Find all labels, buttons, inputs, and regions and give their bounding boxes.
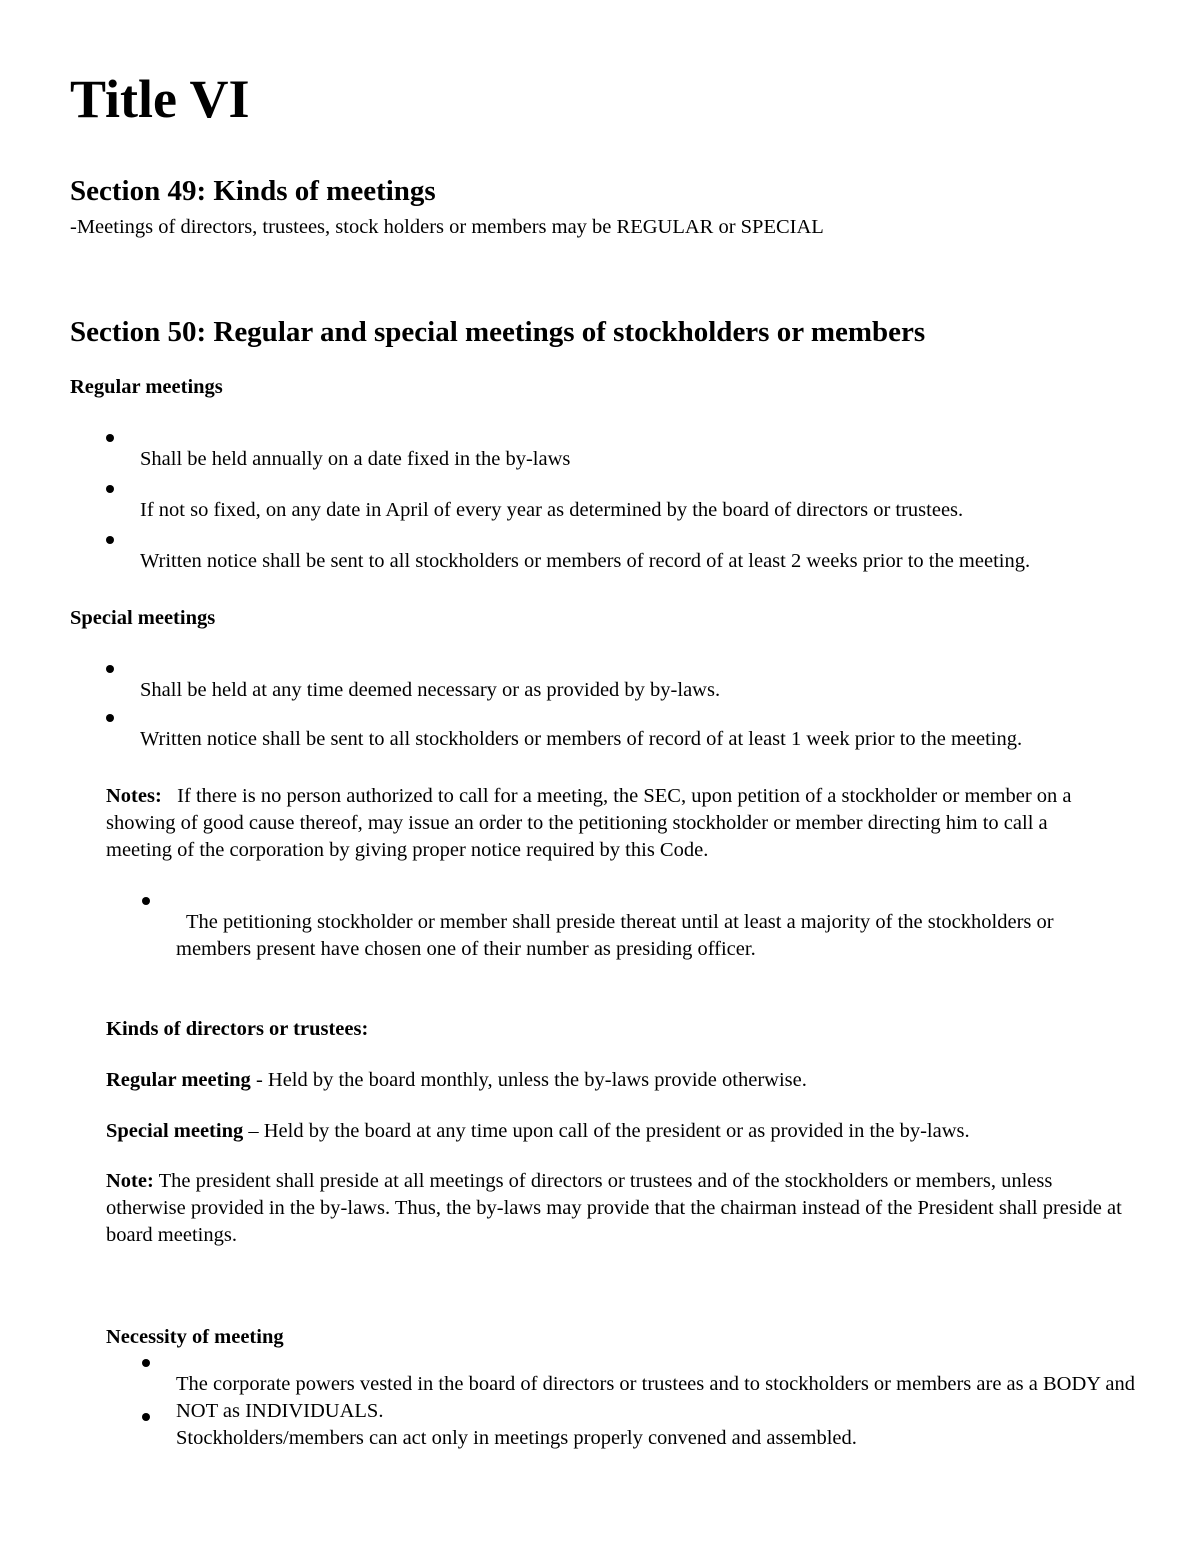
special-meetings-label: Special meetings (70, 607, 216, 629)
section-49-heading: Section 49: Kinds of meetings (70, 175, 436, 207)
regular-meeting-label: Regular meeting (106, 1069, 251, 1091)
list-item: The corporate powers vested in the board of directors or trustees and to stockholders or members are as a BODY and NOT as INDIVIDUALS. (176, 1372, 1136, 1422)
notes-text: If there is no person authorized to call for a meeting, the SEC, upon petition of a stockholder or member on a showing of good cause thereof, may issue an order to the petitioning stockholder or member directing him to call a meeting of the corporation by giving proper notice required by this Code. (106, 785, 1072, 861)
bullet-icon (106, 485, 114, 493)
list-item: Written notice shall be sent to all stockholders or members of record of at least 2 weeks prior to the meeting. (140, 549, 1031, 572)
list-item: Shall be held annually on a date fixed in the by-laws (140, 447, 571, 470)
regular-meeting-text: - Held by the board monthly, unless the by-laws provide otherwise. (250, 1069, 807, 1091)
list-item: Stockholders/members can act only in meetings properly convened and assembled. (176, 1426, 857, 1449)
necessity-heading: Necessity of meeting (106, 1326, 284, 1348)
section-49-text: -Meetings of directors, trustees, stock holders or members may be REGULAR or SPECIAL (70, 216, 824, 238)
special-meeting-label: Special meeting (106, 1120, 244, 1142)
bullet-icon (106, 714, 114, 722)
notes-label: Notes: (106, 785, 162, 807)
notes-bullet: The petitioning stockholder or member shall preside thereat until at least a majority of the stockholders or members present have chosen one of their number as presiding officer. (176, 910, 1054, 960)
directors-heading: Kinds of directors or trustees: (106, 1018, 369, 1040)
note-label: Note: (106, 1170, 154, 1192)
bullet-icon (142, 1413, 150, 1421)
list-item: If not so fixed, on any date in April of every year as determined by the board of directors or trustees. (140, 498, 964, 521)
list-item: Shall be held at any time deemed necessary or as provided by by-laws. (140, 678, 721, 701)
page-title: Title VI (70, 69, 250, 129)
section-50-heading: Section 50: Regular and special meetings of stockholders or members (70, 316, 926, 348)
notes-paragraph (106, 783, 1116, 864)
special-meeting-line (106, 1118, 970, 1145)
bullet-icon (106, 536, 114, 544)
bullet-icon (142, 1359, 150, 1367)
bullet-icon (106, 434, 114, 442)
special-meeting-text: – Held by the board at any time upon call of the president or as provided in the by-laws. (243, 1120, 970, 1142)
bullet-icon (106, 665, 114, 673)
bullet-icon (142, 897, 150, 905)
president-note (106, 1168, 1136, 1249)
list-item: Written notice shall be sent to all stockholders or members of record of at least 1 week prior to the meeting. (140, 727, 1023, 750)
regular-meeting-line (106, 1067, 807, 1094)
regular-meetings-label: Regular meetings (70, 376, 223, 398)
note-text: The president shall preside at all meetings of directors or trustees and of the stockholders or members, unless otherwise provided in the by-laws. Thus, the by-laws may provide that the chairman instead of the President shall preside at board meetings. (106, 1170, 1122, 1246)
